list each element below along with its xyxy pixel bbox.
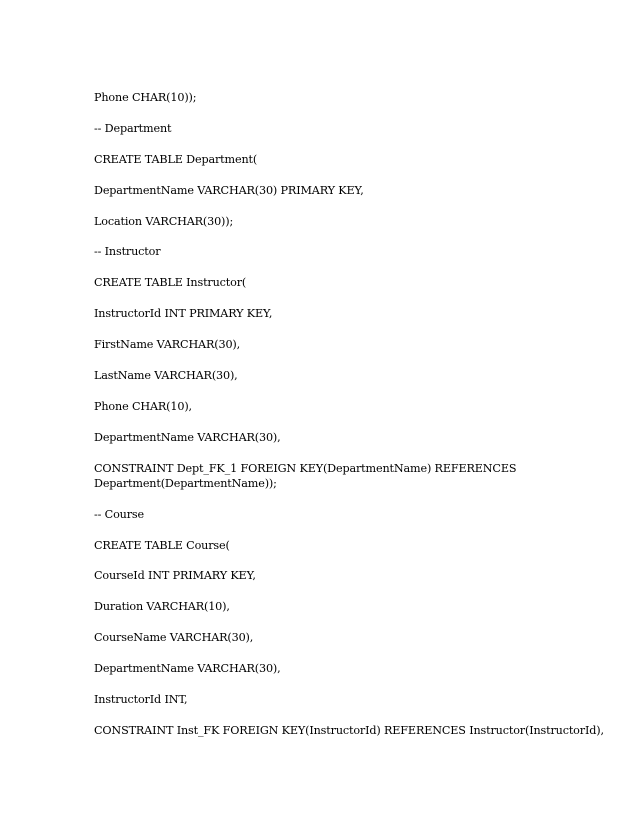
sql-line-courseid-pk: CourseId INT PRIMARY KEY, — [94, 569, 256, 583]
create-table-department: CREATE TABLE Department( — [94, 152, 258, 166]
sql-line-instructorid-pk: InstructorId INT PRIMARY KEY, — [94, 307, 273, 321]
sql-line-course-departmentname: DepartmentName VARCHAR(30), — [94, 662, 281, 676]
sql-line-course-instructorid: InstructorId INT, — [94, 693, 188, 707]
comment-instructor: -- Instructor — [94, 245, 161, 259]
sql-line-location: Location VARCHAR(30)); — [94, 214, 234, 228]
sql-line-firstname: FirstName VARCHAR(30), — [94, 338, 241, 352]
comment-course: -- Course — [94, 507, 144, 521]
sql-line-coursename: CourseName VARCHAR(30), — [94, 631, 254, 645]
sql-line-lastname: LastName VARCHAR(30), — [94, 369, 238, 383]
sql-line-duration: Duration VARCHAR(10), — [94, 600, 230, 614]
create-table-instructor: CREATE TABLE Instructor( — [94, 276, 247, 290]
comment-department: -- Department — [94, 121, 172, 135]
sql-line-phone-char-end: Phone CHAR(10)); — [94, 91, 197, 104]
create-table-course: CREATE TABLE Course( — [94, 538, 230, 552]
sql-line-departmentname: DepartmentName VARCHAR(30), — [94, 430, 281, 444]
sql-line-phone: Phone CHAR(10), — [94, 399, 192, 413]
sql-line-inst-fk-constraint: CONSTRAINT Inst_FK FOREIGN KEY(InstructorId) REFERENCES Instructor(InstructorId), — [94, 723, 604, 737]
sql-line-departmentname-pk: DepartmentName VARCHAR(30) PRIMARY KEY, — [94, 183, 364, 197]
sql-code-body — [94, 90, 614, 754]
sql-line-dept-fk-constraint: CONSTRAINT Dept_FK_1 FOREIGN KEY(DepartmentName) REFERENCES Department(DepartmentName)); — [94, 461, 517, 490]
